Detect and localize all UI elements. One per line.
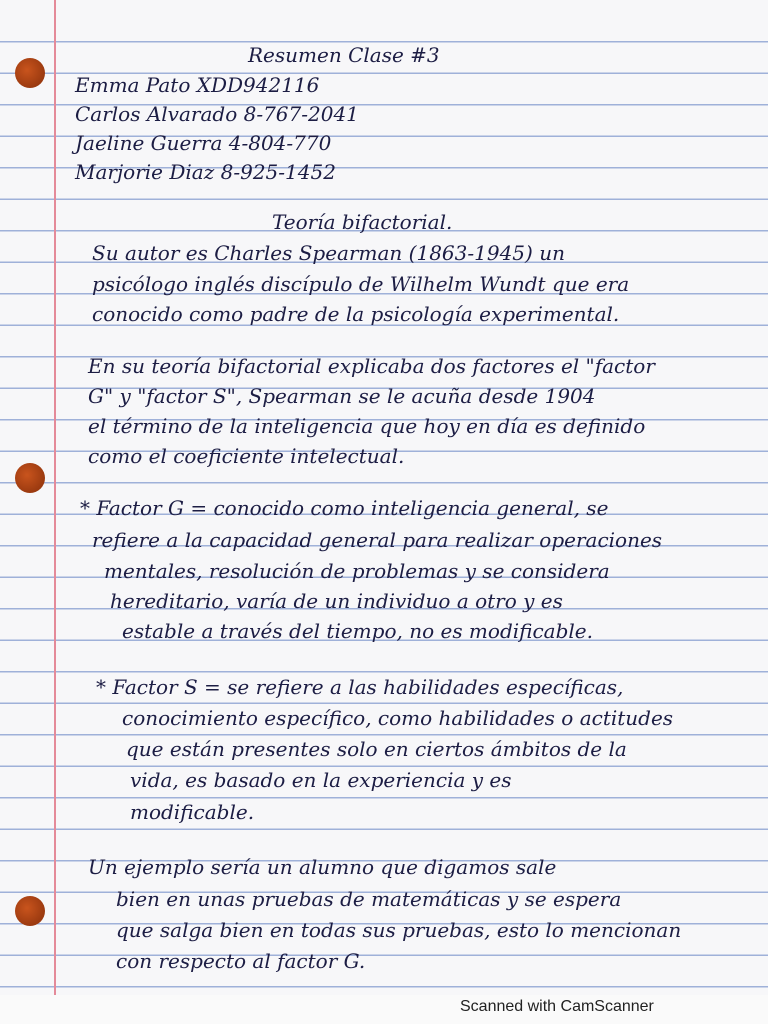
section-title: Teoría bifactorial.: [272, 210, 453, 234]
margin-line: [54, 0, 56, 995]
text-line: que salga bien en todas sus pruebas, esto lo mencionan: [116, 918, 682, 942]
text-line: el término de la inteligencia que hoy en día es definido: [88, 414, 646, 438]
text-line: bien en unas pruebas de matemáticas y se espera: [116, 887, 622, 911]
text-line: En su teoría bifactorial explicaba dos factores el "factor: [88, 354, 655, 378]
page-title: Resumen Clase #3: [248, 43, 440, 67]
text-line: G" y "factor S", Spearman se le acuña desde 1904: [88, 384, 596, 408]
binder-hole-top: [15, 58, 45, 88]
text-line: que están presentes solo en ciertos ámbitos de la: [126, 737, 627, 761]
text-line: como el coeficiente intelectual.: [88, 444, 405, 468]
text-line: refiere a la capacidad general para realizar operaciones: [92, 528, 663, 552]
text-line: * Factor S = se refiere a las habilidades específicas,: [96, 675, 624, 699]
text-line: hereditario, varía de un individuo a otro y es: [110, 589, 563, 613]
binder-hole-middle: [15, 463, 45, 493]
text-line: Un ejemplo sería un alumno que digamos sale: [88, 855, 557, 879]
text-line: * Factor G = conocido como inteligencia general, se: [80, 496, 609, 520]
scanner-watermark: Scanned with CamScanner: [460, 998, 654, 1015]
text-line: mentales, resolución de problemas y se considera: [104, 559, 610, 583]
text-line: conocido como padre de la psicología experimental.: [92, 302, 620, 326]
student-line: Marjorie Diaz 8-925-1452: [75, 160, 336, 184]
text-line: conocimiento específico, como habilidades o actitudes: [122, 706, 674, 730]
text-line: psicólogo inglés discípulo de Wilhelm Wundt que era: [92, 272, 630, 296]
text-line: Su autor es Charles Spearman (1863-1945) un: [92, 241, 565, 265]
text-line: vida, es basado en la experiencia y es: [130, 768, 512, 792]
text-line: modificable.: [130, 800, 255, 824]
text-line: con respecto al factor G.: [116, 949, 366, 973]
text-line: estable a través del tiempo, no es modificable.: [122, 619, 593, 643]
student-line: Carlos Alvarado 8-767-2041: [75, 102, 359, 126]
binder-hole-bottom: [15, 896, 45, 926]
student-line: Emma Pato XDD942116: [75, 73, 320, 97]
student-line: Jaeline Guerra 4-804-770: [75, 131, 332, 155]
